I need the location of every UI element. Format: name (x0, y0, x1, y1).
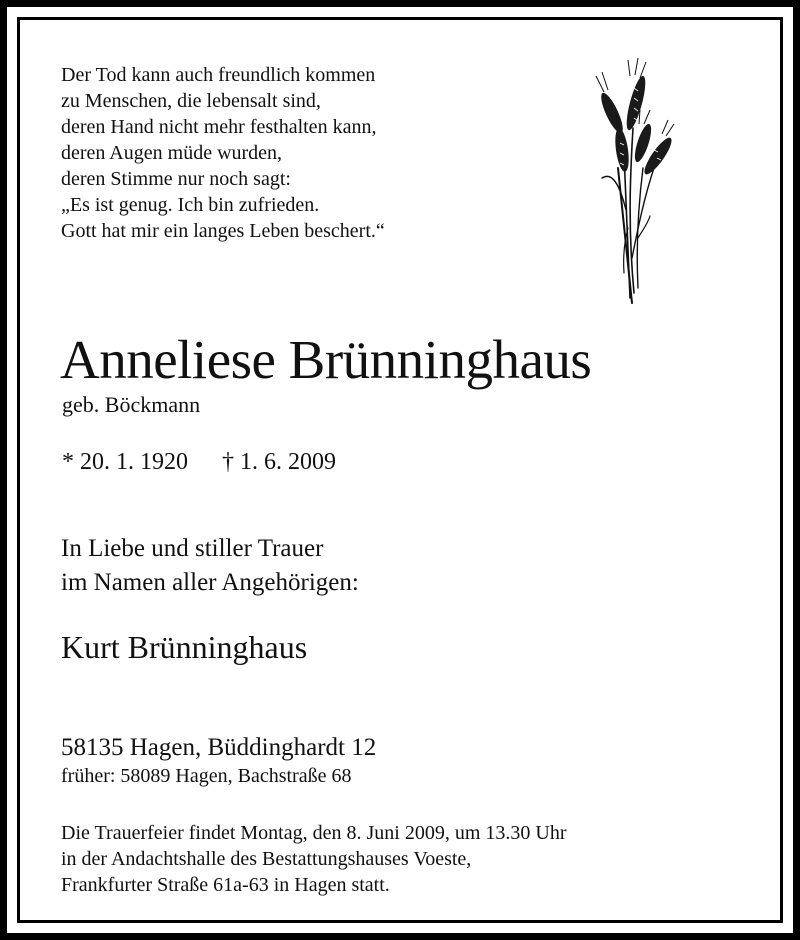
mourner-name: Kurt Brünninghaus (61, 629, 308, 665)
wheat-ears-icon (588, 58, 678, 308)
funeral-service-info (61, 820, 566, 898)
previous-address: früher: 58089 Hagen, Bachstraße 68 (61, 765, 352, 787)
poem-line: „Es ist genug. Ich bin zufrieden. (61, 194, 320, 216)
poem-line: zu Menschen, die lebensalt sind, (61, 90, 321, 112)
life-dates (62, 447, 336, 477)
death-date: † 1. 6. 2009 (222, 449, 336, 475)
poem-line: deren Augen müde wurden, (61, 142, 283, 164)
service-line: Frankfurter Straße 61a-63 in Hagen statt. (61, 874, 390, 896)
poem-line: deren Stimme nur noch sagt: (61, 168, 291, 190)
poem-line: Der Tod kann auch freundlich kommen (61, 64, 376, 86)
birth-date: * 20. 1. 1920 (62, 449, 188, 475)
maiden-name: geb. Böckmann (62, 392, 201, 417)
service-line: in der Andachtshalle des Bestattungshauses Voeste, (61, 848, 472, 870)
deceased-name: Anneliese Brünninghaus (60, 329, 592, 390)
mourning-text (61, 532, 359, 600)
current-address: 58135 Hagen, Büddinghardt 12 (61, 734, 377, 761)
mourning-line: im Namen aller Angehörigen: (61, 569, 359, 596)
service-line: Die Trauerfeier findet Montag, den 8. Juni 2009, um 13.30 Uhr (61, 822, 567, 844)
poem-line: Gott hat mir ein langes Leben beschert.“ (61, 220, 385, 242)
poem (61, 62, 385, 244)
poem-line: deren Hand nicht mehr festhalten kann, (61, 116, 377, 138)
mourning-line: In Liebe und stiller Trauer (61, 535, 324, 562)
